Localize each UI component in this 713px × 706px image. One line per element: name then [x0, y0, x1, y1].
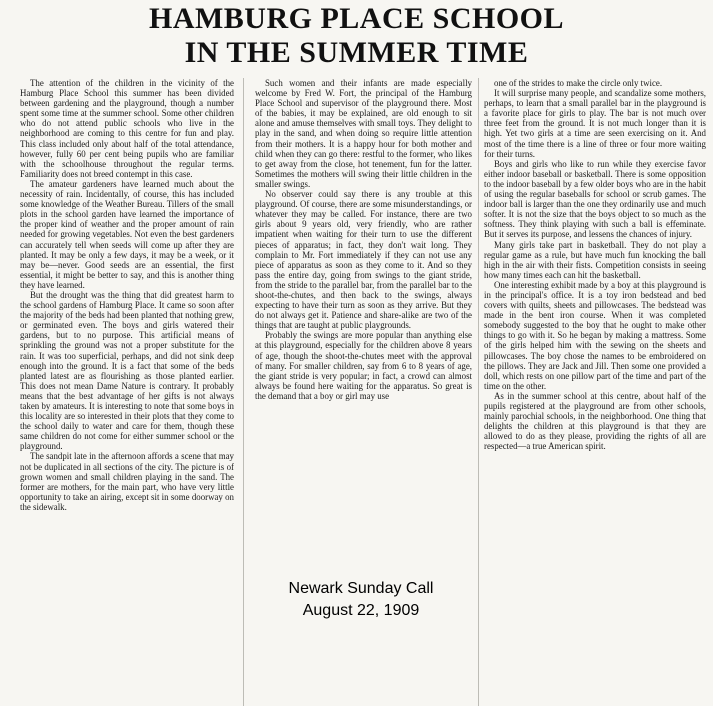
article-column-2	[255, 78, 472, 568]
paragraph: The attention of the children in the vicinity of the Hamburg Place School this summer has been divided between gardening and the playground, though a number spent some time at the summer school. Some other children who do not attend public schools who live in the neighborhood are coming to this centre for fun and play. This class included only about half of the total attendance, however, fully 60 per cent being pupils who are familiar with the schoolhouse throughout the regular terms. Familiarity does not breed contempt in this case.	[20, 78, 234, 179]
headline-line-1: HAMBURG PLACE SCHOOL	[148, 2, 565, 35]
paragraph: Boys and girls who like to run while they exercise favor either indoor baseball or basketball. There is some opposition to the indoor baseball by a few older boys who are in the habit of using the regular baseballs for school or scrub games. The indoor ball is larger than the one they ordinarily use and much softer. It is not the size that the boys object to so much as the softness. They think playing with such a ball is effeminate. But it serves its purpose, and lessens the chances of injury.	[484, 158, 706, 240]
paragraph: The sandpit late in the afternoon affords a scene that may not be duplicated in all sections of the city. The picture is of grown women and small children playing in the sand. The former are mothers, for the main part, who have very little opportunity to take an airing, except sit in some doorway on the sidewalk.	[20, 451, 234, 512]
paragraph: The amateur gardeners have learned much about the necessity of rain. Incidentally, of course, this has included some knowledge of the Weather Bureau. Tillers of the small plots in the school garden have learned the importance of the proper kind of weather and the proper amount of rain needed for growing vegetables. Not even the best gardeners can accurately tell when seeds will come up after they are planted. It may be only a few days, it may be a week, or it may be—never. Good seeds are an essential, the first essential, it might be better to say, and this is another thing they have learned.	[20, 178, 234, 290]
source-caption	[247, 578, 475, 622]
paragraph: Probably the swings are more popular than anything else at this playground, especially for the children above 8 years of age, though the shoot-the-chutes meet with the approval of many. For smaller children, say from 6 to 8 years of age, the giant stride is very popular; in fact, a crowd can almost always be found here waiting for the apparatus. So great is the demand that a boy or girl may use	[255, 330, 472, 401]
paragraph: one of the strides to make the circle only twice.	[494, 78, 663, 88]
paragraph: Such women and their infants are made especially welcome by Fred W. Fort, the principal of the Hamburg Place School and supervisor of the playground there. Most of the babies, it may be explained, are old enough to sit alone and amuse themselves with small toys. They delight to play in the sand, and when doing so require little attention from their mothers. It is a happy hour for both mother and child when they can go there: restful to the former, who likes to get away from the close, hot tenement, fun for the latter. Sometimes the mothers will swing their little children in the smaller swings.	[255, 78, 472, 189]
column-divider	[478, 78, 479, 706]
newspaper-name: Newark Sunday Call	[288, 580, 434, 597]
paragraph: As in the summer school at this centre, about half of the pupils registered at the playground are from other schools, mainly parochial schools, in the neighborhood. One thing that delights the children at this playground is that they are allowed to do as they please, providing the rights of all are respected—a true American spirit.	[484, 390, 706, 452]
paragraph: It will surprise many people, and scandalize some mothers, perhaps, to learn that a small parallel bar in the playground is a favorite place for girls to play. The bar is not much over three feet from the ground. It is not much longer than it is high. Yet two girls at a time are seen exercising on it. And most of the time there is a line of three or four more waiting for their turns.	[484, 88, 706, 159]
publication-date: August 22, 1909	[302, 602, 420, 619]
paragraph: No observer could say there is any trouble at this playground. Of course, there are some misunderstandings, or whatever they may be called. For instance, there are two girls about 9 years old, very friendly, who are rather impatient when waiting for their turn to use the different pieces of apparatus; in fact, they don't wait long. They complain to Mr. Fort immediately if they can not use any piece of apparatus as soon as they come to it. And so they pass the entire day, going from swings to the giant stride, from the stride to the parallel bar, from the parallel bar to the shoot-the-chutes, and then back to the swings, always expecting to have their turn as soon as they arrive. But they do not always get it. Patience and share-alike are two of the things that are taught at public playgrounds.	[255, 189, 472, 331]
paragraph: But the drought was the thing that did greatest harm to the school gardens of Hamburg Place. It came so soon after the majority of the beds had been planted that nothing grew, or germinated even. The boys and girls watered their gardens, but to no purpose. This artificial means of sprinkling the ground was not a proper substitute for the rain. It was too superficial, perhaps, and did not sink deep enough into the ground. It is a fact that some of the beds planted latest are as flourishing as those planted earlier. This does not mean Dame Nature is contrary. It probably means that the best advantage of her gifts is not always taken by amateurs. It is interesting to note that some boys in this locality are so interested in their plots that they come to the school daily to water and care for them, though these same children do not come for either summer school or the playground.	[20, 289, 234, 452]
article-column-1	[20, 78, 234, 706]
column-divider	[243, 78, 244, 706]
paragraph: Many girls take part in basketball. They do not play a regular game as a rule, but have much fun knocking the ball high in the air with their fists. Competition consists in seeing how many times each can hit the basketball.	[484, 239, 706, 280]
headline-line-2: IN THE SUMMER TIME	[184, 36, 529, 69]
article-column-3	[484, 78, 706, 706]
paragraph: One interesting exhibit made by a boy at this playground is in the principal's office. It is a toy iron bedstead and bed covers with quilts, sheets and pillowcases. The bedstead was made in the bent iron course. When it was completed somebody suggested to the boy that he ought to make other things to go with it. So he began by making a mattress. Some of the girls helped him with the sewing on the sheets and pillowcases. The boy chose the names to be embroidered on the pillows. They are Jack and Jill. Then some one provided a doll, which rests on one pillow part of the time and part of the time on the other.	[484, 279, 706, 391]
